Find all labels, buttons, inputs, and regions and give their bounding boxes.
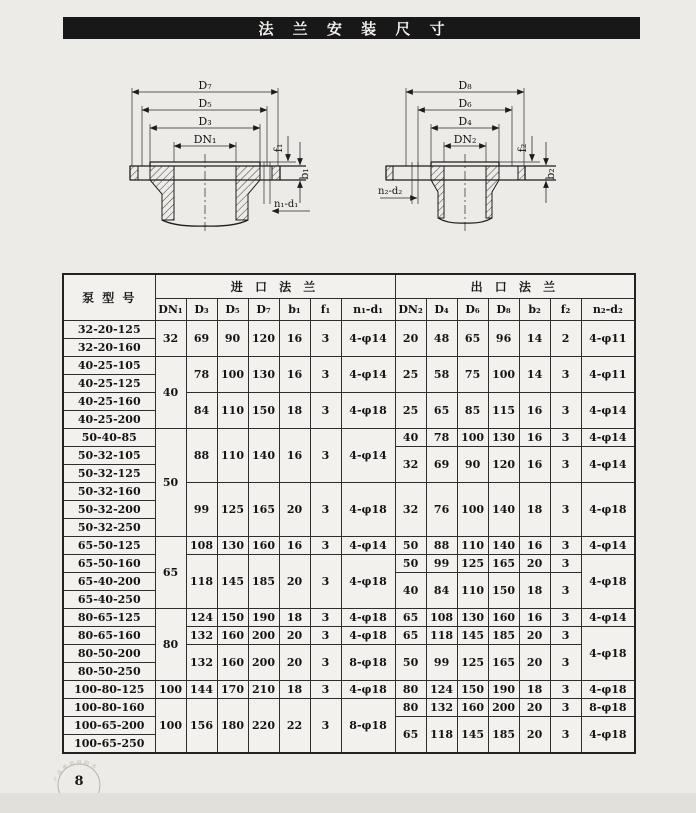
dimension-cell: 18 bbox=[519, 573, 550, 609]
dimension-cell: 76 bbox=[426, 483, 457, 537]
pump-model-cell: 40-25-200 bbox=[63, 411, 155, 429]
pump-model-cell: 80-50-250 bbox=[63, 663, 155, 681]
dimension-cell: 69 bbox=[186, 321, 217, 357]
pump-model-cell: 50-32-200 bbox=[63, 501, 155, 519]
dimension-cell: 16 bbox=[279, 429, 310, 483]
pump-model-cell: 50-32-160 bbox=[63, 483, 155, 501]
pump-model-cell: 40-25-125 bbox=[63, 375, 155, 393]
column-header: n₁-d₁ bbox=[341, 299, 395, 321]
dimension-cell: 80 bbox=[395, 699, 426, 717]
column-header: DN₁ bbox=[155, 299, 186, 321]
dimension-cell: 150 bbox=[217, 609, 248, 627]
dimension-cell: 160 bbox=[217, 627, 248, 645]
dimension-cell: 4-φ14 bbox=[341, 537, 395, 555]
dimension-cell: 80 bbox=[395, 681, 426, 699]
dimension-cell: 156 bbox=[186, 699, 217, 754]
dimension-cell: 8-φ18 bbox=[341, 699, 395, 754]
dimension-cell: 124 bbox=[186, 609, 217, 627]
dimension-cell: 3 bbox=[550, 429, 581, 447]
dimension-cell: 16 bbox=[519, 447, 550, 483]
dimension-cell: 4-φ18 bbox=[581, 483, 635, 537]
pump-model-cell: 80-65-160 bbox=[63, 627, 155, 645]
dimension-cell: 100 bbox=[217, 357, 248, 393]
dimension-cell: 145 bbox=[217, 555, 248, 609]
table-row bbox=[63, 555, 635, 573]
dimension-cell: 40 bbox=[155, 357, 186, 429]
dimension-cell: 88 bbox=[426, 537, 457, 555]
dim-label-dn1: DN₁ bbox=[193, 133, 217, 146]
dimension-cell: 2 bbox=[550, 321, 581, 357]
dimension-cell: 20 bbox=[395, 321, 426, 357]
dim-label-d4: D₄ bbox=[458, 115, 472, 128]
dimension-cell: 4-φ14 bbox=[581, 429, 635, 447]
pump-model-cell: 100-80-125 bbox=[63, 681, 155, 699]
dimension-cell: 100 bbox=[488, 357, 519, 393]
dimension-cell: 8-φ18 bbox=[581, 699, 635, 717]
dimension-cell: 3 bbox=[310, 483, 341, 537]
pump-model-cell: 50-32-250 bbox=[63, 519, 155, 537]
dimension-cell: 140 bbox=[248, 429, 279, 483]
dimension-cell: 65 bbox=[395, 717, 426, 754]
callout-n2-d2: n₂-d₂ bbox=[378, 186, 403, 197]
dimension-cell: 3 bbox=[310, 537, 341, 555]
dimension-cell: 99 bbox=[426, 645, 457, 681]
dimension-cell: 3 bbox=[550, 447, 581, 483]
pump-model-cell: 40-25-160 bbox=[63, 393, 155, 411]
dimension-cell: 132 bbox=[186, 627, 217, 645]
outlet-group-header: 出 口 法 兰 bbox=[395, 274, 635, 299]
dimension-cell: 4-φ18 bbox=[341, 393, 395, 429]
dimension-cell: 50 bbox=[395, 645, 426, 681]
dimension-cell: 3 bbox=[310, 555, 341, 609]
column-header: f₂ bbox=[550, 299, 581, 321]
page-title: 法 兰 安 装 尺 寸 bbox=[63, 17, 640, 39]
dimension-cell: 170 bbox=[217, 681, 248, 699]
dimension-cell: 78 bbox=[426, 429, 457, 447]
page-number: 8 bbox=[74, 774, 84, 789]
dimension-table bbox=[62, 273, 636, 754]
dimension-cell: 4-φ14 bbox=[581, 609, 635, 627]
dimension-cell: 3 bbox=[310, 429, 341, 483]
column-header: n₂-d₂ bbox=[581, 299, 635, 321]
dimension-cell: 150 bbox=[488, 573, 519, 609]
dimension-cell: 120 bbox=[488, 447, 519, 483]
dimension-cell: 3 bbox=[550, 645, 581, 681]
dimension-cell: 85 bbox=[457, 393, 488, 429]
dimension-cell: 69 bbox=[426, 447, 457, 483]
dimension-cell: 3 bbox=[310, 321, 341, 357]
outlet-flange-diagram bbox=[378, 80, 578, 240]
inlet-flange-diagram bbox=[128, 80, 313, 240]
dimension-cell: 14 bbox=[519, 357, 550, 393]
dimension-cell: 130 bbox=[488, 429, 519, 447]
page-number-badge bbox=[44, 752, 114, 810]
dimension-cell: 65 bbox=[395, 627, 426, 645]
dimension-cell: 40 bbox=[395, 429, 426, 447]
dimension-cell: 16 bbox=[519, 393, 550, 429]
dimension-cell: 145 bbox=[457, 717, 488, 754]
dim-label-b2: b₂ bbox=[544, 168, 557, 180]
pump-model-cell: 65-40-200 bbox=[63, 573, 155, 591]
dimension-cell: 20 bbox=[279, 555, 310, 609]
dimension-cell: 145 bbox=[457, 627, 488, 645]
column-header: D₆ bbox=[457, 299, 488, 321]
dimension-cell: 75 bbox=[457, 357, 488, 393]
dimension-cell: 4-φ11 bbox=[581, 357, 635, 393]
dimension-cell: 16 bbox=[279, 537, 310, 555]
pump-model-cell: 50-32-125 bbox=[63, 465, 155, 483]
column-header: DN₂ bbox=[395, 299, 426, 321]
dimension-cell: 200 bbox=[248, 627, 279, 645]
dimension-cell: 110 bbox=[217, 429, 248, 483]
dimension-cell: 4-φ18 bbox=[581, 717, 635, 754]
dimension-cell: 4-φ18 bbox=[581, 555, 635, 609]
dimension-cell: 4-φ18 bbox=[581, 681, 635, 699]
dimension-cell: 185 bbox=[488, 717, 519, 754]
dimension-cell: 3 bbox=[550, 537, 581, 555]
dimension-cell: 100 bbox=[457, 483, 488, 537]
dimension-cell: 65 bbox=[426, 393, 457, 429]
dimension-cell: 118 bbox=[186, 555, 217, 609]
column-header: D₃ bbox=[186, 299, 217, 321]
column-header: D₅ bbox=[217, 299, 248, 321]
pump-model-cell: 50-32-105 bbox=[63, 447, 155, 465]
table-row bbox=[63, 681, 635, 699]
dimension-cell: 3 bbox=[310, 609, 341, 627]
dimension-cell: 18 bbox=[279, 609, 310, 627]
dimension-cell: 20 bbox=[279, 627, 310, 645]
column-header: D₈ bbox=[488, 299, 519, 321]
dimension-cell: 20 bbox=[519, 627, 550, 645]
pump-model-cell: 65-50-160 bbox=[63, 555, 155, 573]
dimension-cell: 150 bbox=[248, 393, 279, 429]
dimension-cell: 3 bbox=[550, 555, 581, 573]
dimension-cell: 18 bbox=[279, 681, 310, 699]
dimension-cell: 118 bbox=[426, 717, 457, 754]
dimension-cell: 20 bbox=[519, 699, 550, 717]
dimension-cell: 190 bbox=[488, 681, 519, 699]
dimension-cell: 3 bbox=[310, 357, 341, 393]
dim-label-d3: D₃ bbox=[198, 115, 212, 128]
dim-label-d5: D₅ bbox=[198, 97, 212, 110]
dimension-cell: 125 bbox=[217, 483, 248, 537]
table-row bbox=[63, 537, 635, 555]
dimension-cell: 20 bbox=[519, 717, 550, 754]
dimension-cell: 165 bbox=[248, 483, 279, 537]
dim-label-d6: D₆ bbox=[458, 97, 472, 110]
pump-model-cell: 100-80-160 bbox=[63, 699, 155, 717]
dimension-cell: 18 bbox=[519, 483, 550, 537]
dimension-cell: 185 bbox=[248, 555, 279, 609]
inlet-group-header: 进 口 法 兰 bbox=[155, 274, 395, 299]
dimension-cell: 88 bbox=[186, 429, 217, 483]
dim-label-f1: f₁ bbox=[272, 143, 285, 153]
dimension-cell: 130 bbox=[248, 357, 279, 393]
dimension-cell: 50 bbox=[395, 537, 426, 555]
dimension-cell: 4-φ14 bbox=[581, 537, 635, 555]
dimension-cell: 99 bbox=[426, 555, 457, 573]
dimension-cell: 200 bbox=[488, 699, 519, 717]
dimension-cell: 190 bbox=[248, 609, 279, 627]
dimension-cell: 132 bbox=[186, 645, 217, 681]
dimension-cell: 16 bbox=[279, 357, 310, 393]
dimension-cell: 100 bbox=[155, 699, 186, 754]
dimension-cell: 58 bbox=[426, 357, 457, 393]
dimension-cell: 4-φ18 bbox=[581, 627, 635, 681]
dimension-cell: 108 bbox=[426, 609, 457, 627]
dimension-cell: 110 bbox=[457, 537, 488, 555]
dimension-cell: 150 bbox=[457, 681, 488, 699]
pump-model-cell: 65-40-250 bbox=[63, 591, 155, 609]
table-row bbox=[63, 429, 635, 447]
dimension-cell: 99 bbox=[186, 483, 217, 537]
dimension-cell: 140 bbox=[488, 483, 519, 537]
dimension-cell: 14 bbox=[519, 321, 550, 357]
column-header: b₂ bbox=[519, 299, 550, 321]
column-header: b₁ bbox=[279, 299, 310, 321]
dimension-cell: 110 bbox=[457, 573, 488, 609]
dimension-cell: 180 bbox=[217, 699, 248, 754]
dimension-cell: 20 bbox=[519, 645, 550, 681]
dimension-cell: 48 bbox=[426, 321, 457, 357]
dimension-cell: 20 bbox=[519, 555, 550, 573]
dimension-cell: 3 bbox=[310, 681, 341, 699]
table-row bbox=[63, 483, 635, 501]
dimension-cell: 165 bbox=[488, 645, 519, 681]
dimension-cell: 3 bbox=[550, 717, 581, 754]
dim-label-dn2: DN₂ bbox=[453, 133, 477, 146]
dimension-cell: 185 bbox=[488, 627, 519, 645]
pump-model-cell: 40-25-105 bbox=[63, 357, 155, 375]
dimension-cell: 125 bbox=[457, 555, 488, 573]
pump-model-cell: 80-65-125 bbox=[63, 609, 155, 627]
dimension-cell: 20 bbox=[279, 645, 310, 681]
dimension-cell: 200 bbox=[248, 645, 279, 681]
pump-model-cell: 50-40-85 bbox=[63, 429, 155, 447]
dimension-cell: 90 bbox=[457, 447, 488, 483]
dimension-cell: 32 bbox=[155, 321, 186, 357]
dimension-cell: 3 bbox=[550, 483, 581, 537]
pump-model-cell: 65-50-125 bbox=[63, 537, 155, 555]
column-header: f₁ bbox=[310, 299, 341, 321]
dimension-cell: 8-φ18 bbox=[341, 645, 395, 681]
model-column-header: 泵 型 号 bbox=[63, 274, 155, 321]
dimension-cell: 40 bbox=[395, 573, 426, 609]
dimension-cell: 4-φ11 bbox=[581, 321, 635, 357]
table-row bbox=[63, 627, 635, 645]
dimension-cell: 4-φ18 bbox=[341, 681, 395, 699]
dimension-cell: 125 bbox=[457, 645, 488, 681]
dimension-cell: 130 bbox=[457, 609, 488, 627]
dimension-cell: 160 bbox=[217, 645, 248, 681]
dimension-cell: 3 bbox=[310, 699, 341, 754]
dimension-cell: 80 bbox=[155, 609, 186, 681]
dimension-cell: 4-φ14 bbox=[581, 447, 635, 483]
dimension-cell: 16 bbox=[519, 537, 550, 555]
dimension-cell: 65 bbox=[155, 537, 186, 609]
dimension-cell: 84 bbox=[426, 573, 457, 609]
dimension-cell: 32 bbox=[395, 447, 426, 483]
dimension-cell: 20 bbox=[279, 483, 310, 537]
dimension-cell: 25 bbox=[395, 393, 426, 429]
pump-model-cell: 32-20-160 bbox=[63, 339, 155, 357]
dim-label-b1: b₁ bbox=[298, 168, 311, 180]
column-header: D₇ bbox=[248, 299, 279, 321]
dimension-cell: 4-φ18 bbox=[341, 483, 395, 537]
dimension-cell: 18 bbox=[279, 393, 310, 429]
dimension-cell: 160 bbox=[457, 699, 488, 717]
dimension-cell: 4-φ18 bbox=[341, 627, 395, 645]
dimension-cell: 210 bbox=[248, 681, 279, 699]
dimension-cell: 50 bbox=[395, 555, 426, 573]
dimension-cell: 165 bbox=[488, 555, 519, 573]
pump-model-cell: 100-65-200 bbox=[63, 717, 155, 735]
dimension-cell: 3 bbox=[550, 609, 581, 627]
dimension-cell: 100 bbox=[457, 429, 488, 447]
dimension-cell: 16 bbox=[279, 321, 310, 357]
dimension-cell: 16 bbox=[519, 429, 550, 447]
pump-model-cell: 80-50-200 bbox=[63, 645, 155, 663]
callout-n1-d1: n₁-d₁ bbox=[274, 199, 299, 210]
badge-arc-text: 产品使用说明书 bbox=[52, 759, 99, 783]
dimension-cell: 50 bbox=[155, 429, 186, 537]
pump-model-cell: 100-65-250 bbox=[63, 735, 155, 754]
dimension-cell: 18 bbox=[519, 681, 550, 699]
dimension-cell: 4-φ14 bbox=[341, 321, 395, 357]
dimension-cell: 160 bbox=[248, 537, 279, 555]
dimension-cell: 3 bbox=[550, 699, 581, 717]
table-body bbox=[63, 321, 635, 754]
dimension-cell: 4-φ14 bbox=[341, 357, 395, 393]
dimension-cell: 3 bbox=[550, 393, 581, 429]
dimension-cell: 25 bbox=[395, 357, 426, 393]
dimension-cell: 140 bbox=[488, 537, 519, 555]
table-wrap bbox=[62, 273, 636, 754]
table-row bbox=[63, 699, 635, 717]
dimension-cell: 118 bbox=[426, 627, 457, 645]
dimension-cell: 4-φ18 bbox=[341, 555, 395, 609]
dim-label-d7: D₇ bbox=[198, 80, 212, 92]
table-row bbox=[63, 321, 635, 339]
dimension-cell: 3 bbox=[550, 573, 581, 609]
dimension-cell: 120 bbox=[248, 321, 279, 357]
dimension-cell: 115 bbox=[488, 393, 519, 429]
dimension-cell: 130 bbox=[217, 537, 248, 555]
dimension-cell: 4-φ14 bbox=[581, 393, 635, 429]
dim-label-d8: D₈ bbox=[458, 80, 472, 92]
dimension-cell: 3 bbox=[310, 627, 341, 645]
dimension-cell: 160 bbox=[488, 609, 519, 627]
dimension-cell: 3 bbox=[550, 681, 581, 699]
table-row bbox=[63, 645, 635, 663]
dimension-cell: 3 bbox=[550, 357, 581, 393]
dimension-cell: 96 bbox=[488, 321, 519, 357]
dimension-cell: 22 bbox=[279, 699, 310, 754]
table-row bbox=[63, 609, 635, 627]
dimension-cell: 100 bbox=[155, 681, 186, 699]
dimension-cell: 108 bbox=[186, 537, 217, 555]
dimension-cell: 65 bbox=[457, 321, 488, 357]
dimension-cell: 3 bbox=[310, 645, 341, 681]
pump-model-cell: 32-20-125 bbox=[63, 321, 155, 339]
dimension-cell: 110 bbox=[217, 393, 248, 429]
dimension-cell: 220 bbox=[248, 699, 279, 754]
table-row bbox=[63, 393, 635, 411]
dimension-cell: 132 bbox=[426, 699, 457, 717]
dimension-cell: 32 bbox=[395, 483, 426, 537]
dimension-cell: 90 bbox=[217, 321, 248, 357]
dim-label-f2: f₂ bbox=[516, 143, 529, 153]
table-row bbox=[63, 357, 635, 375]
dimension-cell: 3 bbox=[550, 627, 581, 645]
dimension-cell: 78 bbox=[186, 357, 217, 393]
column-header: D₄ bbox=[426, 299, 457, 321]
dimension-cell: 4-φ14 bbox=[341, 429, 395, 483]
dimension-cell: 65 bbox=[395, 609, 426, 627]
dimension-cell: 16 bbox=[519, 609, 550, 627]
dimension-cell: 84 bbox=[186, 393, 217, 429]
dimension-cell: 144 bbox=[186, 681, 217, 699]
dimension-cell: 3 bbox=[310, 393, 341, 429]
dimension-cell: 124 bbox=[426, 681, 457, 699]
dimension-cell: 4-φ18 bbox=[341, 609, 395, 627]
